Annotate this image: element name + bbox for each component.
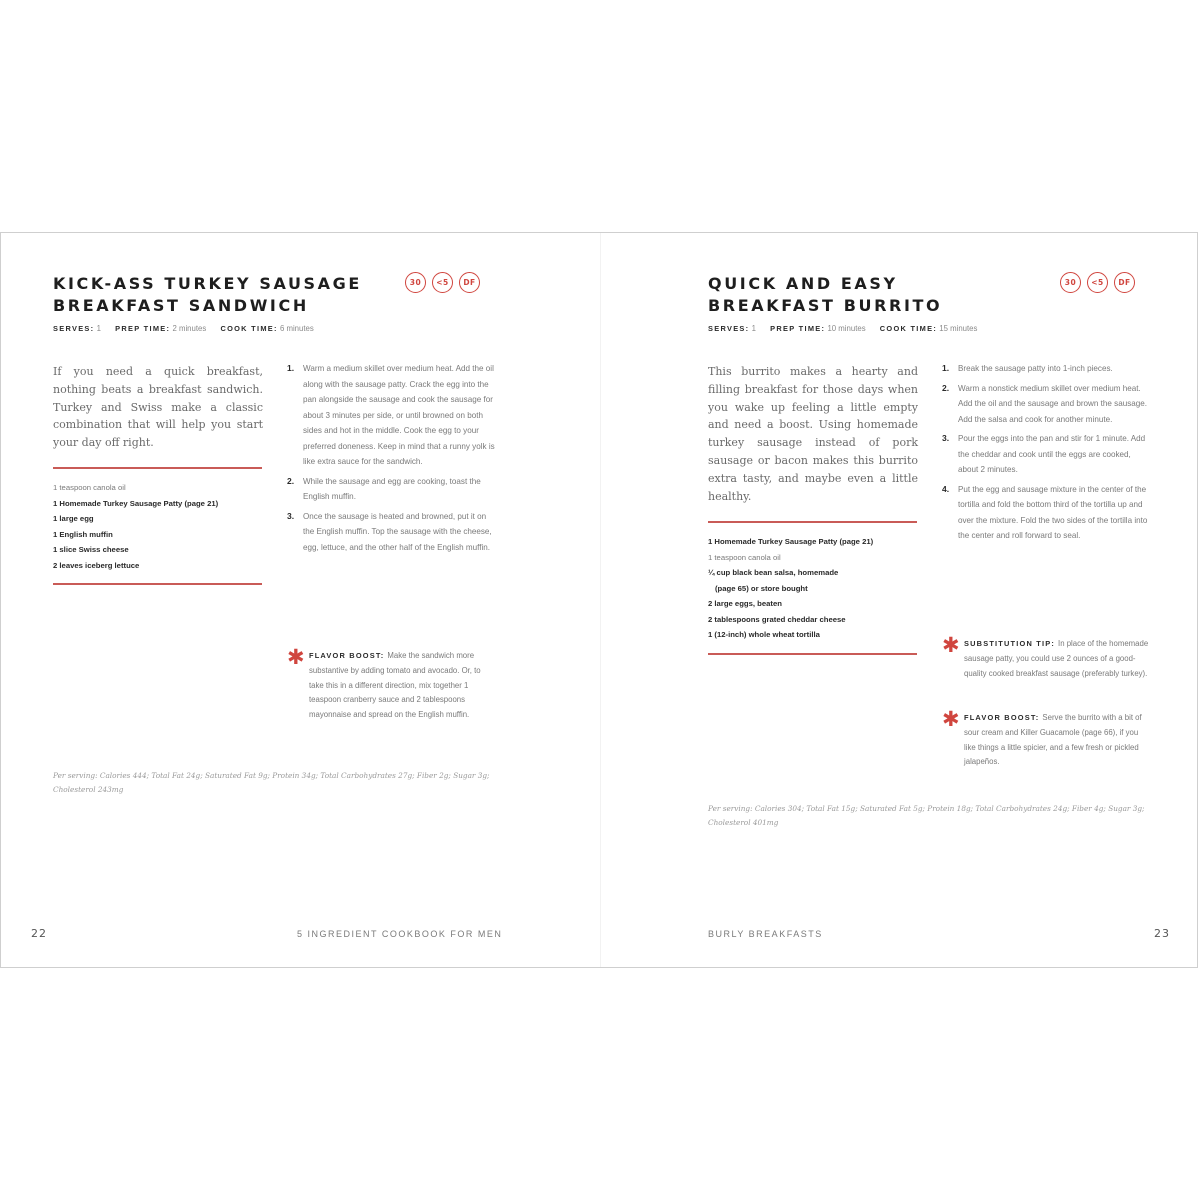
step-text: Break the sausage patty into 1-inch pieces.: [958, 364, 1113, 373]
ingredients-bottom-rule: [708, 653, 917, 655]
step-number: 3.: [287, 510, 295, 521]
step-item: [942, 482, 1150, 544]
tip-label: FLAVOR BOOST:: [964, 713, 1040, 722]
ingredient-item: ¼ cup black bean salsa, homemade: [708, 568, 839, 577]
recipe-meta: [708, 324, 989, 333]
badge-30-minutes: 30: [1060, 272, 1081, 293]
flavor-boost-tip: [287, 645, 495, 723]
step-text: Warm a medium skillet over medium heat. Add the oil along with the sausage patty. Crack the egg into the pan alongside the sausage and cook the sausage for about 3 minutes per side, or until browned on both sides and hot in the middle. Cook the egg to your preferred doneness. Keep in mind that a runny yolk is like extra sauce for the sandwich.: [303, 364, 495, 466]
cook-time-value: 15 minutes: [939, 324, 978, 333]
right-page: [601, 233, 1200, 967]
ingredient-item: 1 English muffin: [53, 529, 113, 539]
cook-time-value: 6 minutes: [279, 324, 314, 333]
asterisk-icon: ✱: [942, 633, 960, 657]
substitution-tip: [942, 633, 1150, 681]
step-number: 1.: [942, 363, 950, 373]
recipe-steps: [287, 361, 495, 559]
nutrition-info: Per serving: Calories 304; Total Fat 15g; Saturated Fat 5g; Protein 18g; Total Carbohydrates 24g; Fiber 4g; Sugar 3g; Cholesterol 401mg: [708, 804, 1145, 827]
recipe-badges: [405, 272, 480, 293]
recipe-intro: If you need a quick breakfast, nothing beats a breakfast sandwich. Turkey and Swiss make a classic combination that will help you start your day off right.: [53, 365, 263, 450]
ingredient-item: 1 (12-inch) whole wheat tortilla: [708, 630, 820, 639]
tip-text: In place of the homemade sausage patty, you could use 2 ounces of a good-quality cooked breakfast sausage (preferably turkey).: [964, 639, 1149, 678]
nutrition-info: Per serving: Calories 444; Total Fat 24g; Saturated Fat 9g; Protein 34g; Total Carbohydrates 27g; Fiber 2g; Sugar 3g; Cholesterol 243mg: [53, 771, 490, 794]
step-number: 1.: [287, 363, 295, 373]
title-line-1: QUICK AND EASY: [708, 274, 898, 293]
cook-time-label: COOK TIME:: [879, 324, 938, 333]
asterisk-icon: ✱: [942, 707, 960, 731]
step-number: 2.: [287, 475, 295, 486]
page-number: 23: [1154, 927, 1170, 940]
step-text: Warm a nonstick medium skillet over medium heat. Add the oil and the sausage and brown the sausage. Add the salsa and cook for another minute.: [958, 383, 1147, 424]
badge-30-minutes: 30: [405, 272, 426, 293]
running-head: 5 INGREDIENT COOKBOOK FOR MEN: [297, 929, 503, 939]
recipe-title: [708, 273, 942, 317]
recipe-title: [53, 273, 362, 317]
recipe-steps: [942, 361, 1150, 548]
prep-time-value: 2 minutes: [172, 324, 207, 333]
title-line-2: BREAKFAST BURRITO: [708, 296, 943, 315]
ingredients-bottom-rule: [53, 583, 262, 585]
recipe-intro: This burrito makes a hearty and filling breakfast for those days when you wake up feeling a little empty and need a boost. Using homemade turkey sausage instead of pork sausage or bacon makes this burrito extra tasty, and maybe even a little healthy.: [708, 365, 918, 503]
ingredient-item: 1 Homemade Turkey Sausage Patty (page 21): [708, 537, 874, 546]
step-number: 3.: [942, 433, 950, 443]
serves-label: SERVES:: [708, 324, 750, 333]
badge-dairy-free: DF: [1114, 272, 1135, 293]
step-item: [942, 381, 1150, 428]
left-page: [1, 233, 601, 967]
ingredient-item: 1 slice Swiss cheese: [53, 545, 129, 554]
badge-dairy-free: DF: [459, 272, 480, 293]
tip-text: Make the sandwich more substantive by adding tomato and avocado. Or, to take this in a different direction, mix together 1 teaspoon cranberry sauce and 2 tablespoons mayonnaise and spread on the English muffin.: [309, 651, 481, 720]
cook-time-label: COOK TIME:: [220, 324, 278, 333]
prep-time-label: PREP TIME:: [770, 324, 826, 333]
step-item: [287, 361, 495, 470]
ingredient-item: 1 teaspoon canola oil: [708, 552, 781, 562]
step-item: [287, 509, 495, 556]
ingredient-item: 2 tablespoons grated cheddar cheese: [708, 614, 846, 624]
badge-five-ingredients: <5: [432, 272, 453, 293]
prep-time-value: 10 minutes: [827, 324, 866, 333]
tip-label: FLAVOR BOOST:: [309, 651, 385, 660]
tip-text: Serve the burrito with a bit of sour cream and Killer Guacamole (page 66), if you like things a little spicier, and a few fresh or pickled jalapeños.: [964, 713, 1142, 767]
page-number: 22: [31, 927, 47, 940]
ingredient-item: 1 Homemade Turkey Sausage Patty (page 21): [53, 498, 219, 508]
recipe-badges: [1060, 272, 1135, 293]
ingredient-item: (page 65) or store bought: [715, 583, 808, 593]
prep-time-label: PREP TIME:: [115, 324, 171, 333]
ingredient-item: 2 large eggs, beaten: [708, 599, 782, 608]
title-line-1: KICK-ASS TURKEY SAUSAGE: [53, 274, 362, 293]
ingredient-item: 1 teaspoon canola oil: [53, 483, 126, 492]
step-item: [287, 474, 495, 505]
running-head: BURLY BREAKFASTS: [708, 929, 823, 939]
badge-five-ingredients: <5: [1087, 272, 1108, 293]
tip-label: SUBSTITUTION TIP:: [964, 639, 1056, 648]
asterisk-icon: ✱: [287, 645, 305, 669]
flavor-boost-tip: [942, 707, 1150, 770]
step-number: 4.: [942, 483, 950, 494]
ingredient-list: [53, 480, 268, 573]
serves-label: SERVES:: [53, 324, 95, 333]
step-text: Pour the eggs into the pan and stir for 1 minute. Add the cheddar and cook until the eggs are cooked, about 2 minutes.: [958, 434, 1146, 474]
step-number: 2.: [942, 382, 950, 393]
serves-value: 1: [751, 324, 756, 333]
ingredients-top-rule: [708, 521, 917, 523]
step-item: [942, 361, 1150, 377]
ingredient-item: 2 leaves iceberg lettuce: [53, 560, 140, 570]
ingredient-list: [708, 534, 923, 643]
recipe-meta: [53, 324, 326, 333]
step-item: [942, 431, 1150, 478]
book-spread: [0, 232, 1198, 968]
ingredients-top-rule: [53, 467, 262, 469]
step-text: While the sausage and egg are cooking, toast the English muffin.: [303, 476, 481, 501]
step-text: Put the egg and sausage mixture in the center of the tortilla and fold the bottom third of the tortilla up and over the mixture. Fold the two sides of the tortilla into the center and roll forward to seal.: [958, 484, 1148, 540]
ingredient-item: 1 large egg: [53, 514, 94, 523]
step-text: Once the sausage is heated and browned, put it on the English muffin. Top the sausage with the cheese, egg, lettuce, and the other half of the English muffin.: [303, 511, 492, 552]
serves-value: 1: [96, 324, 101, 333]
title-line-2: BREAKFAST SANDWICH: [53, 296, 309, 315]
